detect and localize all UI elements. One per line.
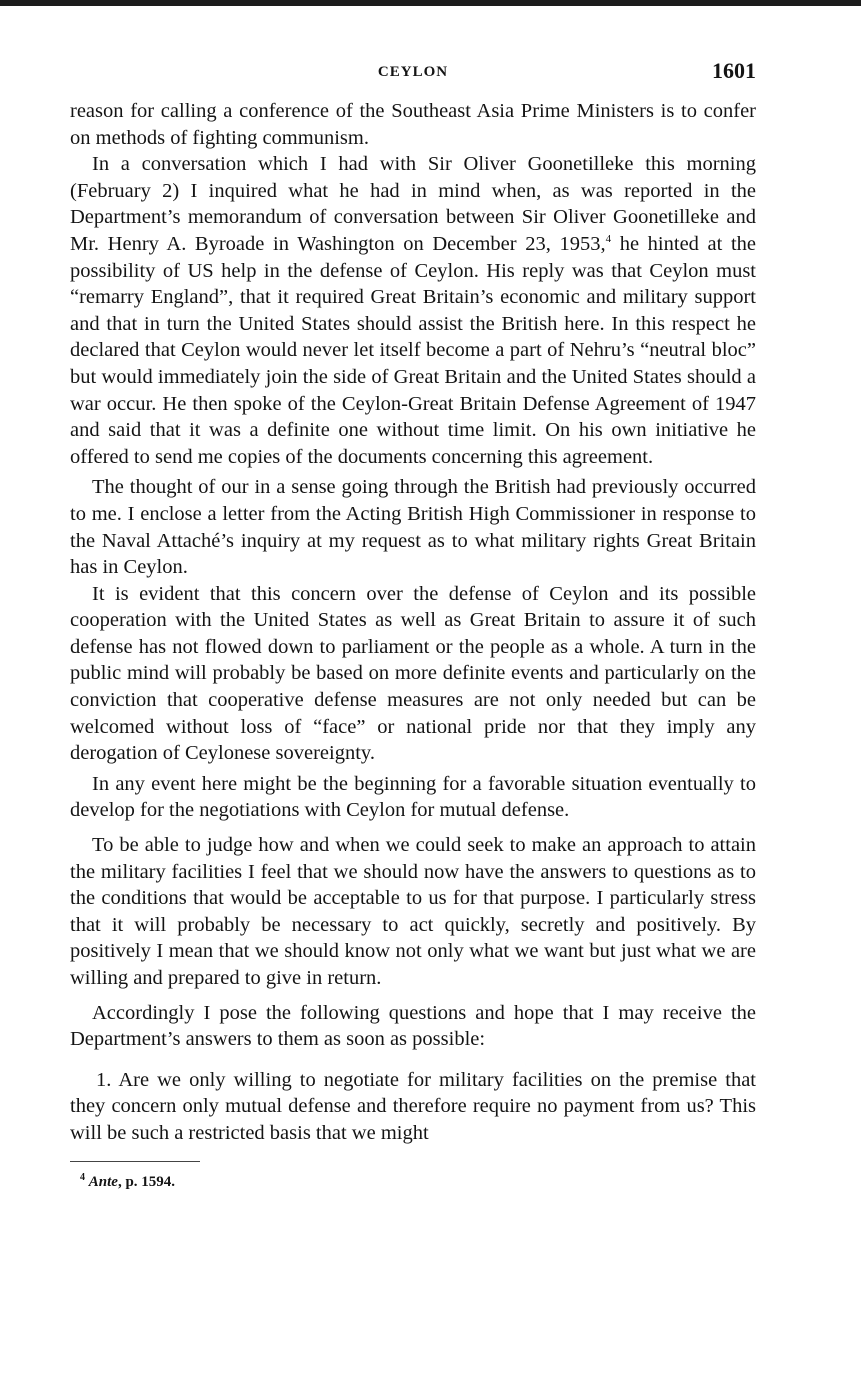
paragraph-concern: It is evident that this concern over the defense of Ceylon and its possible cooperation with the United States as well as Great Britain to assure it of such defense has not flowed down to parliament or the people as a whole. A turn in the public mind will probably be based on more definite events and particularly on the conviction that cooperative defense measures are not only needed but can be welcomed without loss of “face” or national pride nor that they imply any derogation of Ceylonese sovereignty.	[70, 582, 756, 765]
paragraph-british: The thought of our in a sense going through the British had previously occurred to me. I enclose a letter from the Acting British High Commissioner in response to the Naval Attaché’s inquiry at my request as to what military rights Great Britain has in Ceylon.	[70, 476, 756, 579]
footnote-reference: 4	[605, 233, 612, 246]
paragraph-conversation-part2: he hinted at the possibility of US help in the defense of Ceylon. His reply was that Ceylon must “remarry England”, that it required Great Britain’s economic and military support and that in turn the United States should assist the British here. In this respect he declared that Ceylon would never let itself become a part of Nehru’s “neutral bloc” but would immediately join the side of Great Britain and the United States should a war occur. He then spoke of the Ceylon-Great Britain Defense Agreement of 1947 and said that it was a definite one without time limit. On his own initiative he offered to send me copies of the documents concerning this agreement.	[70, 232, 757, 468]
page-number: 1601	[712, 58, 756, 83]
footnote-italic: Ante	[88, 1173, 118, 1190]
footnote-marker: 4	[80, 1171, 85, 1183]
running-head: CEYLON	[377, 64, 449, 80]
page-header	[70, 58, 756, 98]
body-text	[70, 98, 756, 1147]
paragraph-conversation-part1: In a conversation which I had with Sir Oliver Goonetilleke this morning (February 2) I inquired what he had in mind when, as was reported in the Department’s memorandum of conversation between Sir Oliver Goonetilleke and Mr. Henry A. Byroade in Washington on December 23, 1953,	[70, 153, 756, 255]
paragraph-beginning: In any event here might be the beginning for a favorable situation eventually to develop for the negotiations with Ceylon for mutual defense.	[70, 772, 756, 822]
footnote	[80, 1172, 756, 1191]
question-1: 1. Are we only willing to negotiate for military facilities on the premise that they concern only mutual defense and therefore require no payment from us? This will be such a restricted basis that we might	[70, 1068, 756, 1144]
top-edge-rule	[0, 0, 861, 6]
paragraph-approach: To be able to judge how and when we could seek to make an approach to attain the military facilities I feel that we should now have the answers to questions as to the conditions that would be acceptable to us for that purpose. I particularly stress that it will probably be necessary to act quickly, secretly and positively. By positively I mean that we should know not only what we want but just what we are willing and prepared to give in return.	[70, 834, 756, 989]
paragraph-conversation	[70, 151, 756, 470]
footnote-text: , p. 1594.	[117, 1173, 176, 1190]
footnote-divider	[70, 1161, 200, 1162]
paragraph-questions: Accordingly I pose the following questions and hope that I may receive the Department’s answers to them as soon as possible:	[70, 1001, 756, 1051]
paragraph-continued: reason for calling a conference of the Southeast Asia Prime Ministers is to confer on methods of fighting communism.	[70, 100, 756, 149]
document-page	[70, 58, 756, 1191]
